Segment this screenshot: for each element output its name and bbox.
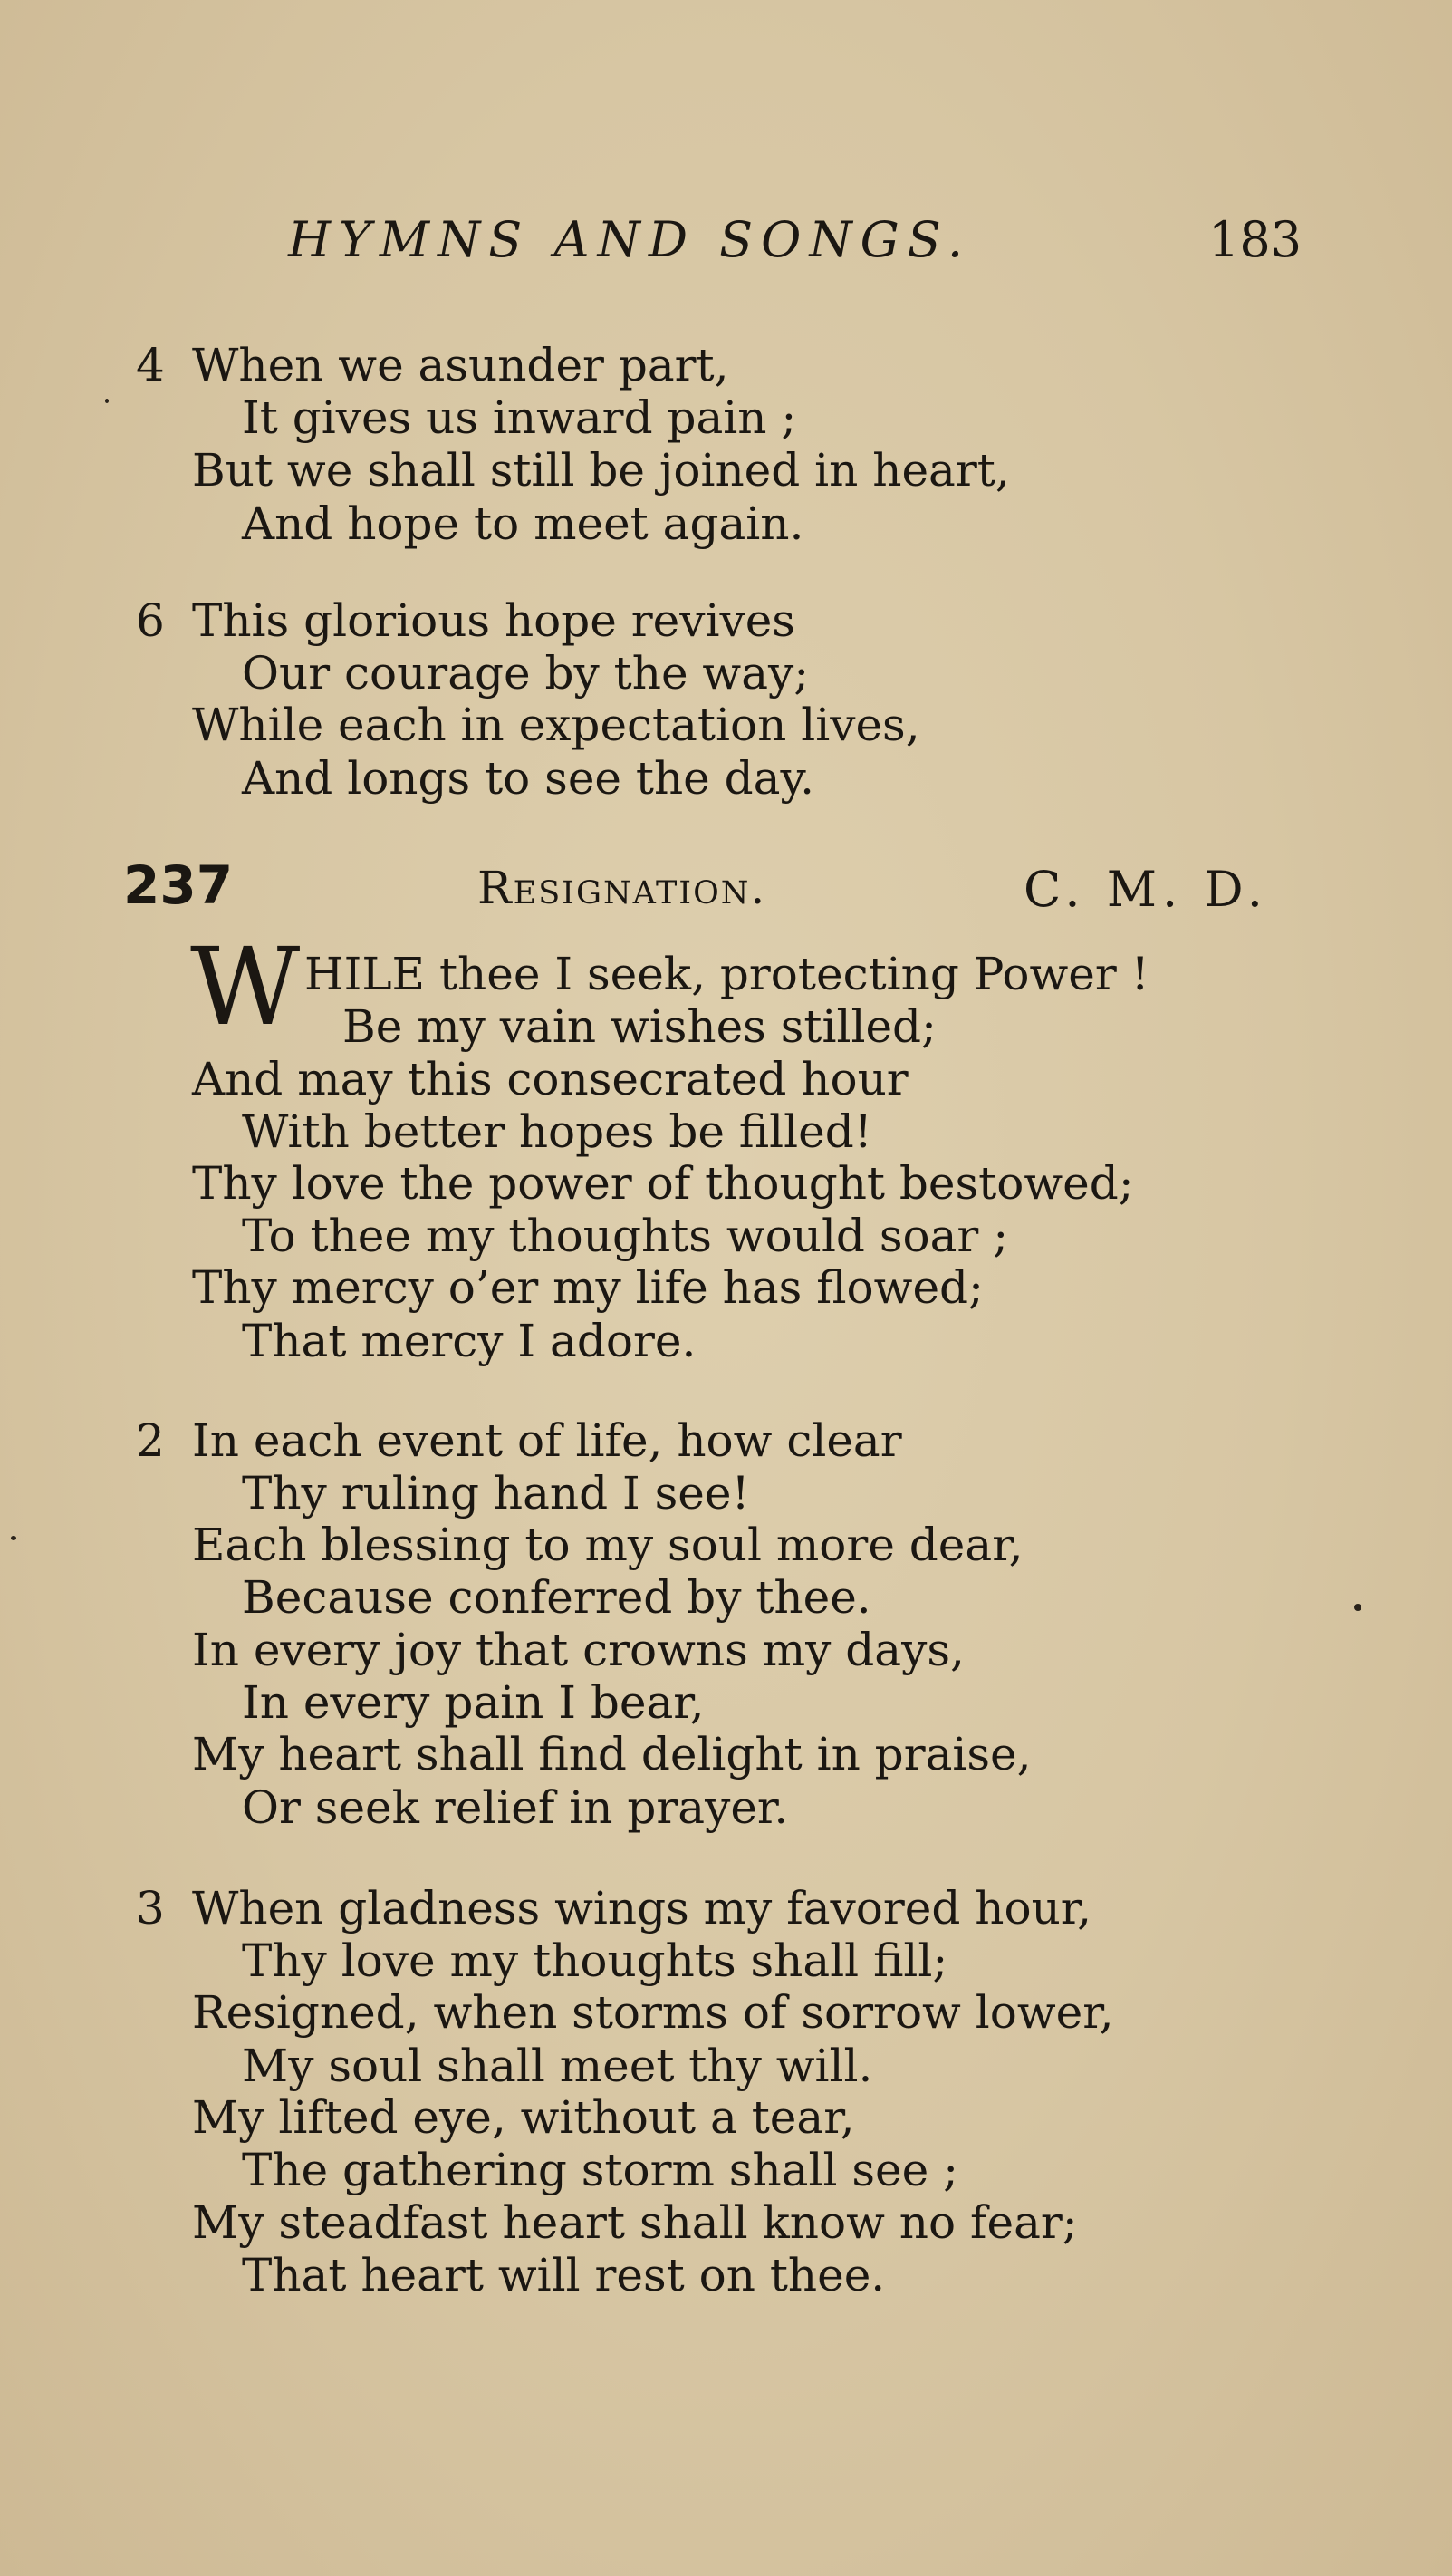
verse-line: While each in expectation lives,: [192, 699, 920, 751]
verse-line: And may this consecrated hour: [192, 1053, 909, 1105]
verse-line: Resigned, when storms of sorrow lower,: [192, 1986, 1114, 2039]
verse-line: That mercy I adore.: [242, 1315, 697, 1367]
verse-line: With better hopes be filled!: [242, 1105, 872, 1158]
verse-line: The gathering storm shall see ;: [242, 2144, 958, 2196]
hymn-title: Resignation.: [477, 862, 767, 914]
ink-speck: [11, 1536, 16, 1540]
verse-line: Or seek relief in prayer.: [242, 1781, 789, 1834]
drop-cap-letter: W: [190, 924, 299, 1049]
verse-line: But we shall still be joined in heart,: [192, 444, 1010, 497]
running-head-title: HYMNS AND SONGS.: [288, 211, 972, 268]
verse-line: In each event of life, how clear: [192, 1414, 902, 1467]
ink-speck: [105, 399, 109, 403]
verse-line: HILE thee I seek, protecting Power !: [304, 948, 1149, 1000]
hymn-number: 237: [123, 854, 234, 916]
verse-line: When we asunder part,: [192, 339, 729, 391]
verse-line: Be my vain wishes stilled;: [342, 1000, 937, 1053]
verse-line: This glorious hope revives: [192, 594, 795, 647]
verse-line: In every joy that crowns my days,: [192, 1624, 965, 1676]
verse-line: To thee my thoughts would soar ;: [242, 1210, 1009, 1262]
verse-line: My heart shall find delight in praise,: [192, 1728, 1032, 1780]
page-number: 183: [1208, 211, 1303, 268]
verse-line: Thy ruling hand I see!: [242, 1467, 750, 1520]
verse-line: And longs to see the day.: [242, 752, 814, 805]
verse-line: My soul shall meet thy will.: [242, 2040, 873, 2092]
verse-line: Our courage by the way;: [242, 647, 810, 699]
hymn-meter: C. M. D.: [1024, 861, 1268, 918]
verse-line: Each blessing to my soul more dear,: [192, 1519, 1024, 1571]
verse-number: 6: [136, 594, 165, 647]
verse-line: Thy love my thoughts shall fill;: [242, 1934, 948, 1987]
verse-line: Thy love the power of thought bestowed;: [192, 1157, 1134, 1210]
verse-number: 4: [136, 339, 165, 391]
ink-speck: [1354, 1604, 1361, 1611]
verse-line: My steadfast heart shall know no fear;: [192, 2196, 1078, 2249]
verse-line: It gives us inward pain ;: [242, 391, 797, 444]
verse-number: 3: [136, 1882, 165, 1934]
verse-line: That heart will rest on thee.: [242, 2249, 886, 2301]
verse-line: When gladness wings my favored hour,: [192, 1882, 1092, 1934]
verse-line: Because conferred by thee.: [242, 1571, 871, 1624]
verse-line: Thy mercy o’er my life has flowed;: [192, 1261, 984, 1314]
verse-line: My lifted eye, without a tear,: [192, 2091, 855, 2144]
verse-number: 2: [136, 1414, 165, 1467]
verse-line: In every pain I bear,: [242, 1676, 705, 1729]
verse-line: And hope to meet again.: [242, 497, 804, 550]
